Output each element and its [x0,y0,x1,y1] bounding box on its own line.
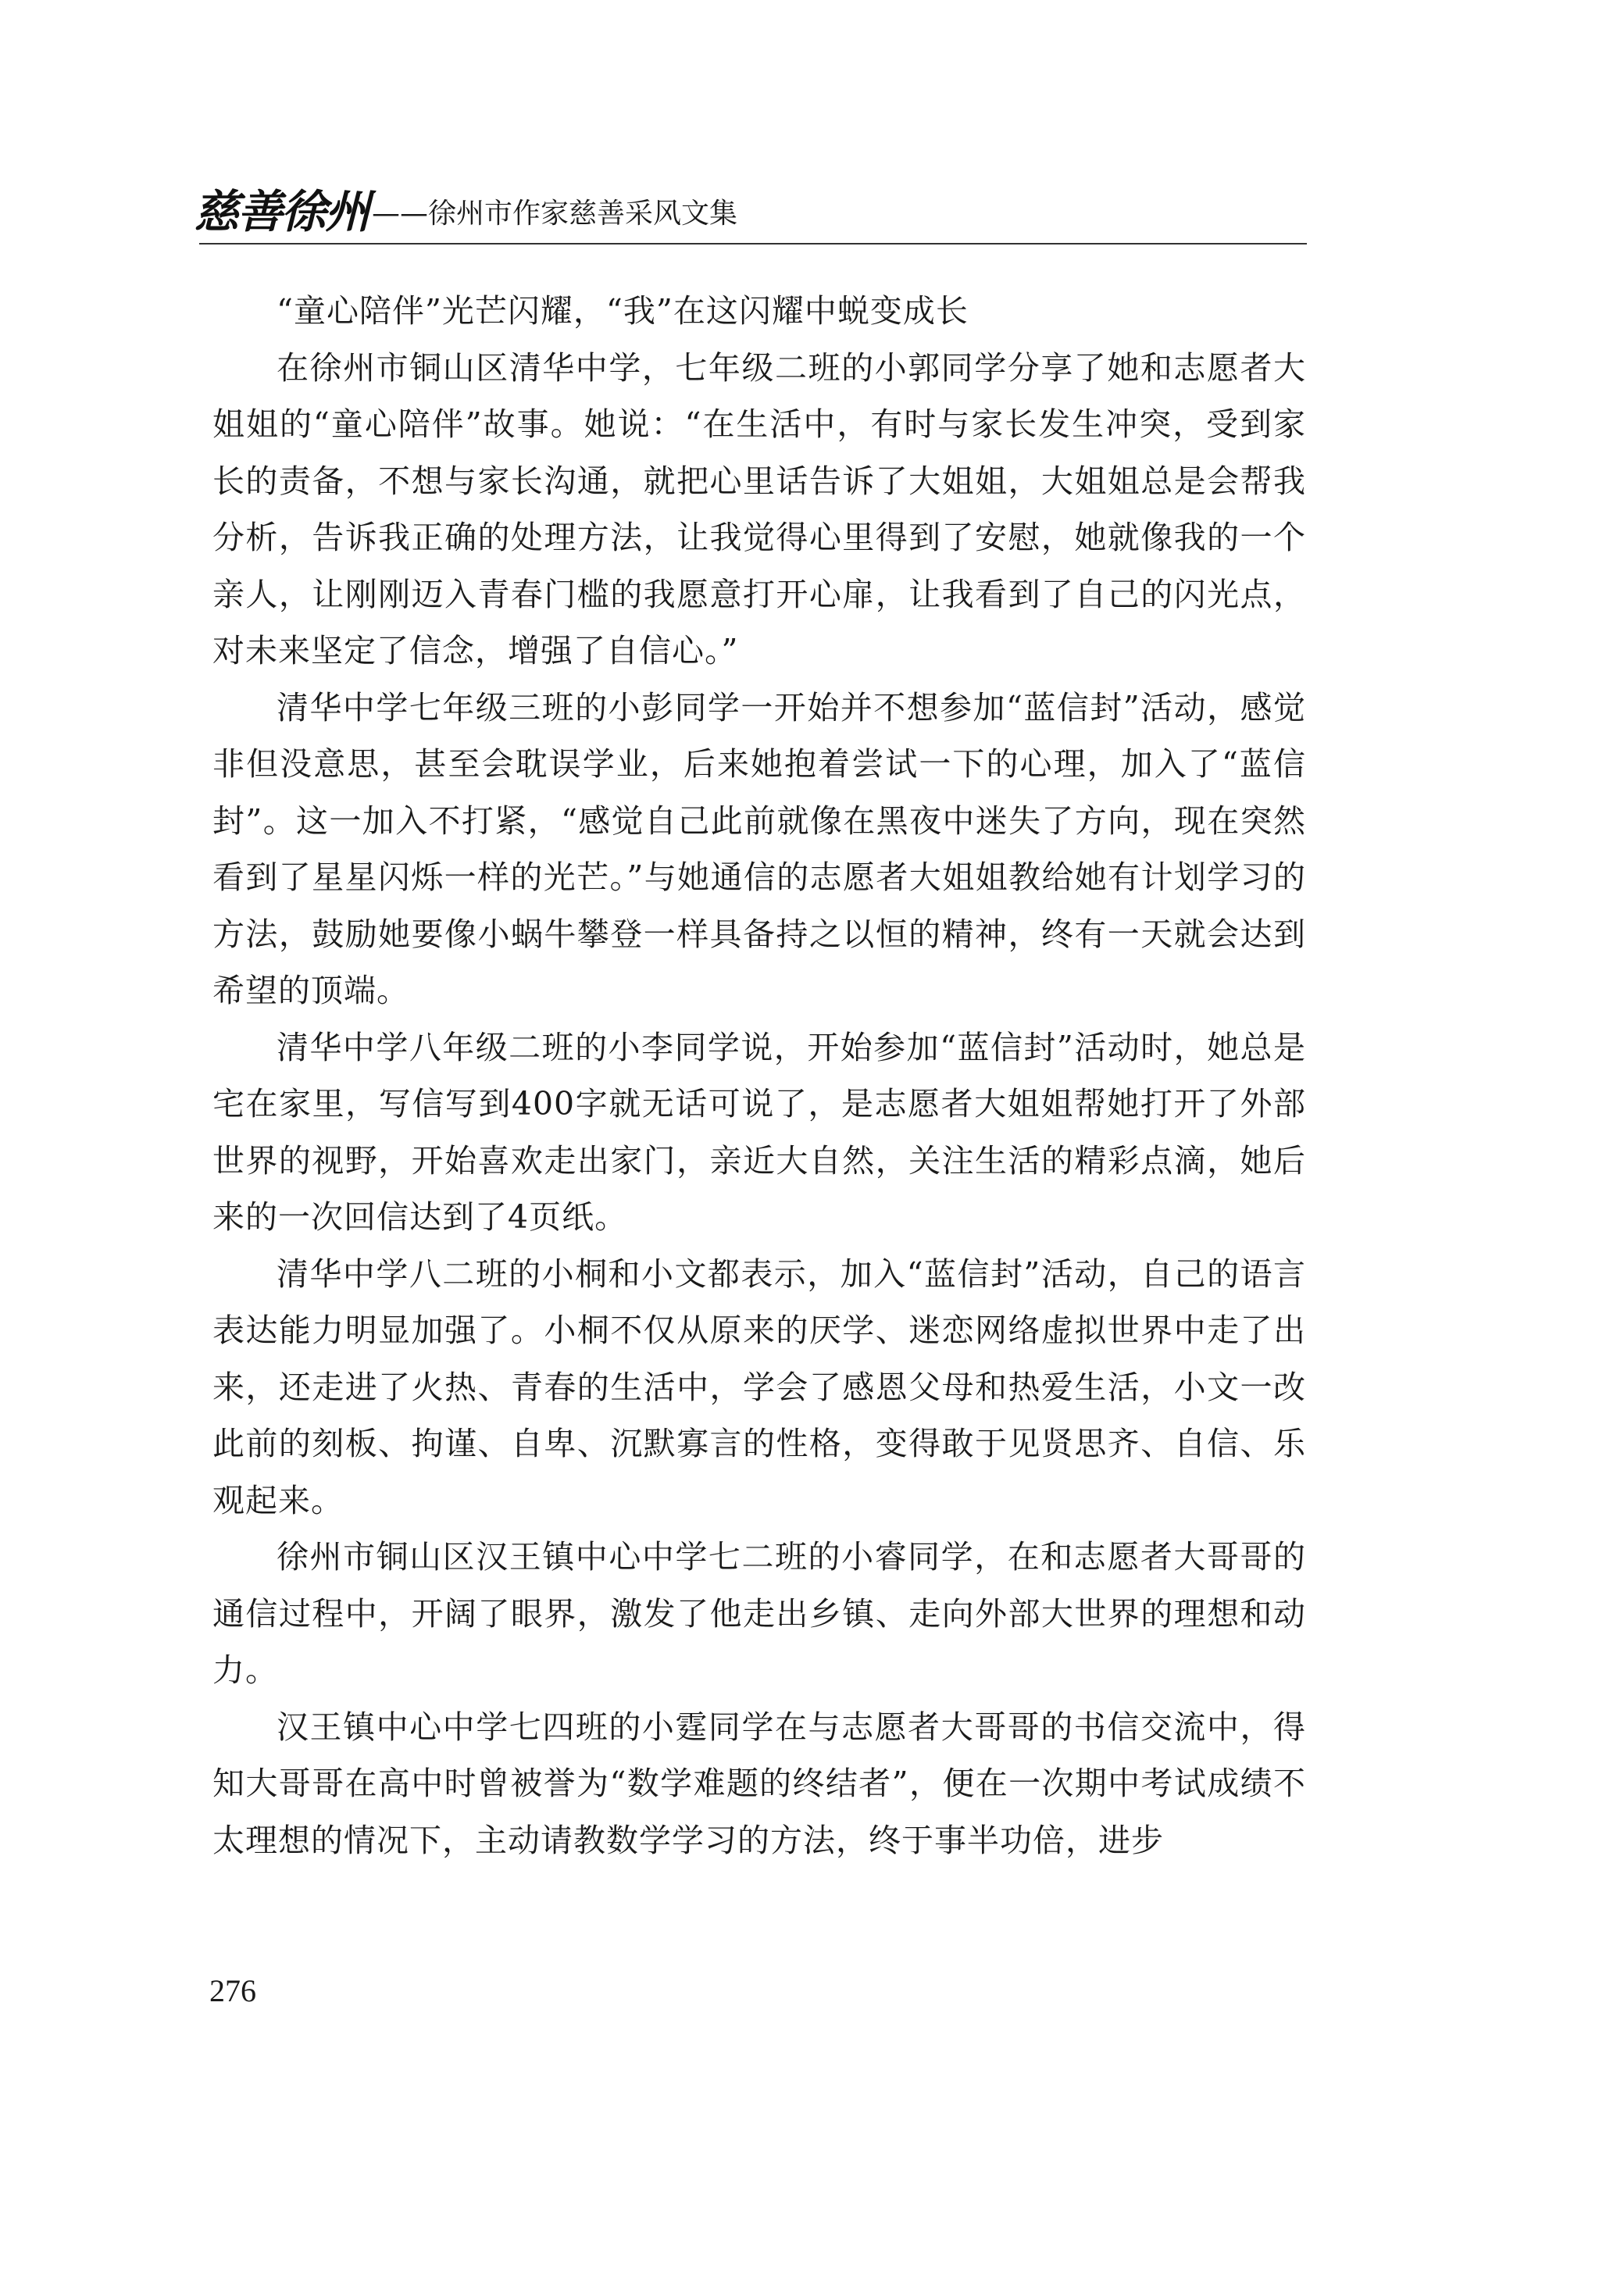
header-divider [199,243,1307,244]
book-logo: 慈善徐州 [194,185,369,238]
paragraph: 徐州市铜山区汉王镇中心中学七二班的小睿同学，在和志愿者大哥哥的通信过程中，开阔了眼界，激发了他走出乡镇、走向外部大世界的理想和动力。 [212,1538,1306,1689]
running-header [194,184,1307,247]
paragraph: 在徐州市铜山区清华中学，七年级二班的小郭同学分享了她和志愿者大姐姐的“童心陪伴”故事。她说：“在生活中，有时与家长发生冲突，受到家长的责备，不想与家长沟通，就把心里话告诉了大姐姐，大姐姐总是会帮我分析，告诉我正确的处理方法，让我觉得心里得到了安慰，她就像我的一个亲人，让刚刚迈入青春门槛的我愿意打开心扉，让我看到了自己的闪光点，对未来坚定了信念，增强了自信心。” [212,348,1306,669]
section-subheading: “童心陪伴”光芒闪耀，“我”在这闪耀中蜕变成长 [277,292,969,330]
body-text [212,283,1306,1868]
paragraph: 清华中学七年级三班的小彭同学一开始并不想参加“蓝信封”活动，感觉非但没意思，甚至会耽误学业，后来她抱着尝试一下的心理，加入了“蓝信封”。这一加入不打紧，“感觉自己此前就像在黑夜中迷失了方向，现在突然看到了星星闪烁一样的光芒。”与她通信的志愿者大姐姐教给她有计划学习的方法，鼓励她要像小蜗牛攀登一样具备持之以恒的精神，终有一天就会达到希望的顶端。 [212,688,1306,1009]
paragraph: 汉王镇中心中学七四班的小霆同学在与志愿者大哥哥的书信交流中，得知大哥哥在高中时曾被誉为“数学难题的终结者”，便在一次期中考试成绩不太理想的情况下，主动请教数学学习的方法，终于事半功倍，进步 [212,1708,1306,1859]
book-subtitle: ——徐州市作家慈善采风文集 [372,198,738,230]
paragraph: 清华中学八二班的小桐和小文都表示，加入“蓝信封”活动，自己的语言表达能力明显加强了。小桐不仅从原来的厌学、迷恋网络虚拟世界中走了出来，还走进了火热、青春的生活中，学会了感恩父母和热爱生活，小文一改此前的刻板、拘谨、自卑、沉默寡言的性格，变得敢于见贤思齐、自信、乐观起来。 [212,1255,1306,1519]
page-number: 276 [209,1973,256,2008]
paragraph: 清华中学八年级二班的小李同学说，开始参加“蓝信封”活动时，她总是宅在家里，写信写到400字就无话可说了，是志愿者大姐姐帮她打开了外部世界的视野，开始喜欢走出家门，亲近大自然，关注生活的精彩点滴，她后来的一次回信达到了4页纸。 [212,1028,1306,1236]
